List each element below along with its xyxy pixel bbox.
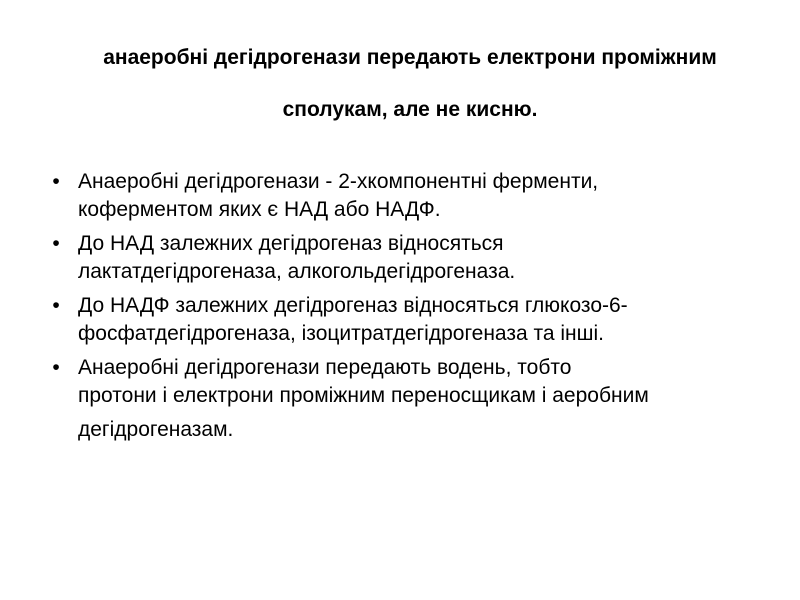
bullet-item-4-line-3: дегідрогеназам.: [78, 418, 234, 441]
bullet-list: [40, 168, 760, 450]
bullet-item-3: [40, 292, 760, 348]
bullet-item-3-line-2: фосфатдегідрогеназа, ізоцитратдегідрогеназа та інші.: [78, 322, 605, 345]
bullet-item-4-line-2: протони і електрони проміжним переносщикам і аеробним: [78, 384, 649, 407]
bullet-icon: •: [52, 232, 60, 255]
bullet-item-1-line-2: коферментом яких є НАД або НАДФ.: [78, 198, 441, 221]
bullet-item-2: [40, 230, 760, 286]
bullet-item-2-line-2: лактатдегідрогеназа, алкогольдегідрогеназа.: [78, 260, 516, 283]
bullet-item-1-line-1: Анаеробні дегідрогенази - 2-хкомпонентні ферменти,: [78, 170, 599, 193]
bullet-icon: •: [52, 170, 60, 193]
bullet-icon: •: [52, 294, 60, 317]
bullet-item-4: [40, 354, 760, 444]
slide-heading-line-2: сполукам, але не кисню.: [282, 98, 538, 121]
bullet-icon: •: [52, 356, 60, 379]
slide-heading-line-1: анаеробні дегідрогенази передають електрони проміжним: [103, 46, 717, 69]
bullet-item-1: [40, 168, 760, 224]
bullet-item-2-line-1: До НАД залежних дегідрогеназ відносяться: [78, 232, 504, 255]
bullet-item-4-line-1: Анаеробні дегідрогенази передають водень, тобто: [78, 356, 572, 379]
bullet-item-3-line-1: До НАДФ залежних дегідрогеназ відносяться глюкозо-6-: [78, 294, 628, 317]
